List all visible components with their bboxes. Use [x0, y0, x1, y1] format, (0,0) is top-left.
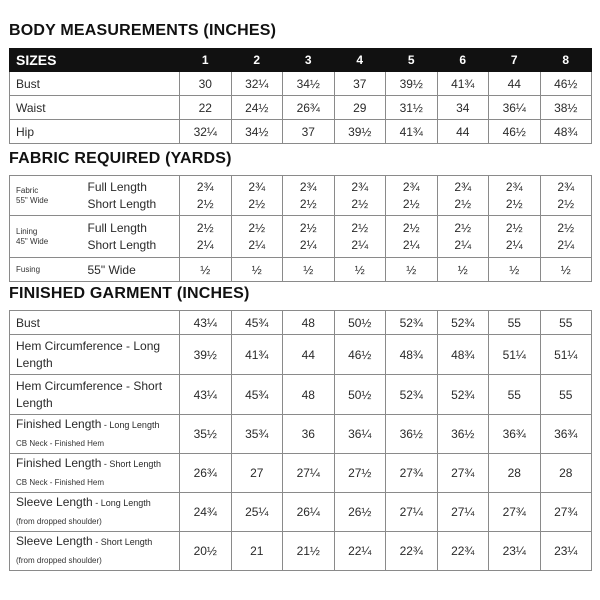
cell: 52¾ [386, 375, 438, 415]
cell: 26¾ [180, 454, 232, 493]
short-value: 2½ [557, 196, 575, 211]
cell: 51¼ [489, 335, 541, 375]
row-label-variant: - Short Length [92, 537, 153, 547]
table-row [10, 493, 592, 532]
row-label-note: (from dropped shoulder) [16, 517, 102, 526]
cell: ½ [180, 258, 232, 282]
cell: 37 [334, 72, 386, 96]
cell: 24¾ [180, 493, 232, 532]
cell: 24½ [231, 96, 283, 120]
finished-garment-table [9, 310, 592, 571]
cell: 34½ [231, 120, 283, 144]
row-label: Bust [10, 72, 180, 96]
row-label-main: Sleeve Length [16, 495, 93, 509]
length-labels [82, 176, 180, 216]
cell: 23¼ [540, 532, 592, 571]
sizes-header-row [10, 49, 592, 72]
cell: 27¾ [489, 493, 541, 532]
full-value: 2¾ [351, 179, 369, 194]
full-value: 2¾ [454, 179, 472, 194]
row-label: Hip [10, 120, 180, 144]
short-value: 2½ [196, 196, 214, 211]
cell: 55 [540, 311, 592, 335]
table-row [10, 415, 592, 454]
cell: ½ [231, 258, 283, 282]
size-header: 3 [283, 49, 335, 72]
full-length-label: Full Length [87, 179, 147, 194]
cell [437, 216, 489, 258]
cell: 21½ [283, 532, 335, 571]
row-label [10, 335, 180, 375]
cell [540, 216, 592, 258]
full-value: 2½ [299, 220, 317, 235]
finished-garment-title: FINISHED GARMENT (INCHES) [9, 285, 250, 302]
cell: 26½ [334, 493, 386, 532]
cell: 27½ [334, 454, 386, 493]
short-value: 2¼ [557, 237, 575, 252]
group-name: Lining [16, 226, 38, 236]
cell: 46½ [489, 120, 541, 144]
size-header: 8 [540, 49, 592, 72]
cell: 37 [283, 120, 335, 144]
cell: 44 [283, 335, 335, 375]
cell: ½ [540, 258, 592, 282]
cell: 48¾ [540, 120, 592, 144]
size-header: 5 [386, 49, 438, 72]
cell [283, 216, 335, 258]
table-row [10, 120, 592, 144]
row-label-note: (from dropped shoulder) [16, 556, 102, 565]
cell [283, 176, 335, 216]
cell: 55 [540, 375, 592, 415]
table-row [10, 375, 592, 415]
cell: 48 [283, 375, 335, 415]
full-value: 2¾ [505, 179, 523, 194]
cell [180, 176, 232, 216]
cell: 46½ [334, 335, 386, 375]
cell: ½ [437, 258, 489, 282]
cell [180, 216, 232, 258]
row-label: Waist [10, 96, 180, 120]
cell: 21 [231, 532, 283, 571]
group-width: 45" Wide [16, 236, 49, 246]
cell: 51¼ [540, 335, 592, 375]
cell: 29 [334, 96, 386, 120]
cell: ½ [283, 258, 335, 282]
row-label-note: CB Neck - Finished Hem [16, 478, 105, 487]
length-labels [82, 216, 180, 258]
cell [540, 176, 592, 216]
cell: 50½ [334, 375, 386, 415]
cell: 46½ [540, 72, 592, 96]
cell [386, 216, 438, 258]
cell: 26¾ [283, 96, 335, 120]
cell [489, 176, 541, 216]
cell: 30 [180, 72, 232, 96]
cell [386, 176, 438, 216]
full-value: 2½ [248, 220, 266, 235]
cell: ½ [334, 258, 386, 282]
cell: 28 [540, 454, 592, 493]
row-label [10, 493, 180, 532]
cell: 28 [489, 454, 541, 493]
cell [489, 216, 541, 258]
cell [231, 176, 283, 216]
table-row [10, 96, 592, 120]
full-value: 2¾ [557, 179, 575, 194]
fabric-required-title: FABRIC REQUIRED (YARDS) [9, 150, 232, 167]
cell: 39½ [334, 120, 386, 144]
row-label-line2: Length [16, 395, 53, 410]
cell: 36½ [386, 415, 438, 454]
cell: ½ [489, 258, 541, 282]
group-label: Fusing [10, 258, 82, 282]
cell [231, 216, 283, 258]
cell: 50½ [334, 311, 386, 335]
fusing-width-label: 55" Wide [82, 258, 180, 282]
cell [334, 176, 386, 216]
short-value: 2¼ [299, 237, 317, 252]
cell: 27¾ [540, 493, 592, 532]
cell: 35¾ [231, 415, 283, 454]
table-row [10, 176, 592, 216]
cell: 27¼ [283, 454, 335, 493]
full-value: 2¾ [402, 179, 420, 194]
cell: 52¾ [386, 311, 438, 335]
cell: 35½ [180, 415, 232, 454]
full-value: 2¾ [248, 179, 266, 194]
row-label [10, 532, 180, 571]
cell: 38½ [540, 96, 592, 120]
table-row [10, 335, 592, 375]
cell: 27¼ [437, 493, 489, 532]
short-value: 2¼ [402, 237, 420, 252]
cell: 55 [489, 375, 541, 415]
row-label: Bust [10, 311, 180, 335]
cell: 36½ [437, 415, 489, 454]
cell [334, 216, 386, 258]
sizes-header-label: SIZES [10, 49, 180, 72]
short-value: 2¼ [454, 237, 472, 252]
row-label [10, 415, 180, 454]
short-value: 2¼ [196, 237, 214, 252]
table-row [10, 532, 592, 571]
short-value: 2½ [299, 196, 317, 211]
short-value: 2½ [248, 196, 266, 211]
short-value: 2¼ [248, 237, 266, 252]
group-label [10, 176, 82, 216]
full-value: 2¾ [196, 179, 214, 194]
table-row [10, 311, 592, 335]
cell: 55 [489, 311, 541, 335]
row-label-line1: Hem Circumference - Long [16, 338, 161, 353]
group-name: Fabric [16, 185, 39, 195]
table-row [10, 454, 592, 493]
short-length-label: Short Length [87, 237, 157, 252]
table-row [10, 72, 592, 96]
full-value: 2¾ [299, 179, 317, 194]
cell: 27 [231, 454, 283, 493]
cell: 48 [283, 311, 335, 335]
cell: 41¾ [386, 120, 438, 144]
cell: 39½ [180, 335, 232, 375]
fabric-required-table [9, 175, 592, 282]
cell: 36 [283, 415, 335, 454]
row-label-line1: Hem Circumference - Short [16, 378, 163, 393]
cell: 22¼ [334, 532, 386, 571]
row-label-main: Finished Length [16, 417, 102, 431]
cell: 22 [180, 96, 232, 120]
cell: 36¼ [489, 96, 541, 120]
cell: 34½ [283, 72, 335, 96]
row-label [10, 375, 180, 415]
cell: 36¾ [540, 415, 592, 454]
row-label-note: CB Neck - Finished Hem [16, 439, 105, 448]
body-measurements-table [9, 48, 592, 144]
cell: 27¾ [437, 454, 489, 493]
cell: 31½ [386, 96, 438, 120]
cell: 39½ [386, 72, 438, 96]
cell [437, 176, 489, 216]
short-value: 2½ [454, 196, 472, 211]
cell: 52¾ [437, 311, 489, 335]
cell: 45¾ [231, 375, 283, 415]
cell: 23¼ [489, 532, 541, 571]
cell: 41¾ [231, 335, 283, 375]
cell: 44 [489, 72, 541, 96]
cell: 52¾ [437, 375, 489, 415]
full-value: 2½ [505, 220, 523, 235]
row-label-line2: Length [16, 355, 53, 370]
cell: 36¼ [334, 415, 386, 454]
full-length-label: Full Length [87, 220, 147, 235]
group-width: 55" Wide [16, 195, 49, 205]
full-value: 2½ [351, 220, 369, 235]
short-value: 2½ [505, 196, 523, 211]
full-value: 2½ [454, 220, 472, 235]
short-value: 2¼ [505, 237, 523, 252]
row-label-variant: - Long Length [92, 498, 151, 508]
short-value: 2¼ [351, 237, 369, 252]
cell: 25¼ [231, 493, 283, 532]
row-label-variant: - Short Length [101, 459, 161, 469]
cell: 26¼ [283, 493, 335, 532]
short-length-label: Short Length [87, 196, 157, 211]
short-value: 2½ [402, 196, 420, 211]
cell: 32¼ [231, 72, 283, 96]
cell: 32¼ [180, 120, 232, 144]
cell: 41¾ [437, 72, 489, 96]
row-label-main: Finished Length [16, 456, 102, 470]
cell: 34 [437, 96, 489, 120]
size-header: 1 [180, 49, 232, 72]
cell: 20½ [180, 532, 232, 571]
group-label [10, 216, 82, 258]
row-label [10, 454, 180, 493]
short-value: 2½ [351, 196, 369, 211]
table-row [10, 258, 592, 282]
table-row [10, 216, 592, 258]
cell: 48¾ [437, 335, 489, 375]
size-header: 7 [489, 49, 541, 72]
cell: 22¾ [386, 532, 438, 571]
size-header: 4 [334, 49, 386, 72]
cell: ½ [386, 258, 438, 282]
full-value: 2½ [402, 220, 420, 235]
cell: 36¾ [489, 415, 541, 454]
cell: 45¾ [231, 311, 283, 335]
cell: 27¾ [386, 454, 438, 493]
full-value: 2½ [557, 220, 575, 235]
size-header: 2 [231, 49, 283, 72]
cell: 43¼ [180, 311, 232, 335]
body-measurements-title: BODY MEASUREMENTS (INCHES) [9, 22, 277, 39]
row-label-variant: - Long Length [101, 420, 160, 430]
cell: 22¾ [437, 532, 489, 571]
cell: 44 [437, 120, 489, 144]
cell: 27¼ [386, 493, 438, 532]
full-value: 2½ [196, 220, 214, 235]
cell: 43¼ [180, 375, 232, 415]
row-label-main: Sleeve Length [16, 534, 93, 548]
size-header: 6 [437, 49, 489, 72]
cell: 48¾ [386, 335, 438, 375]
